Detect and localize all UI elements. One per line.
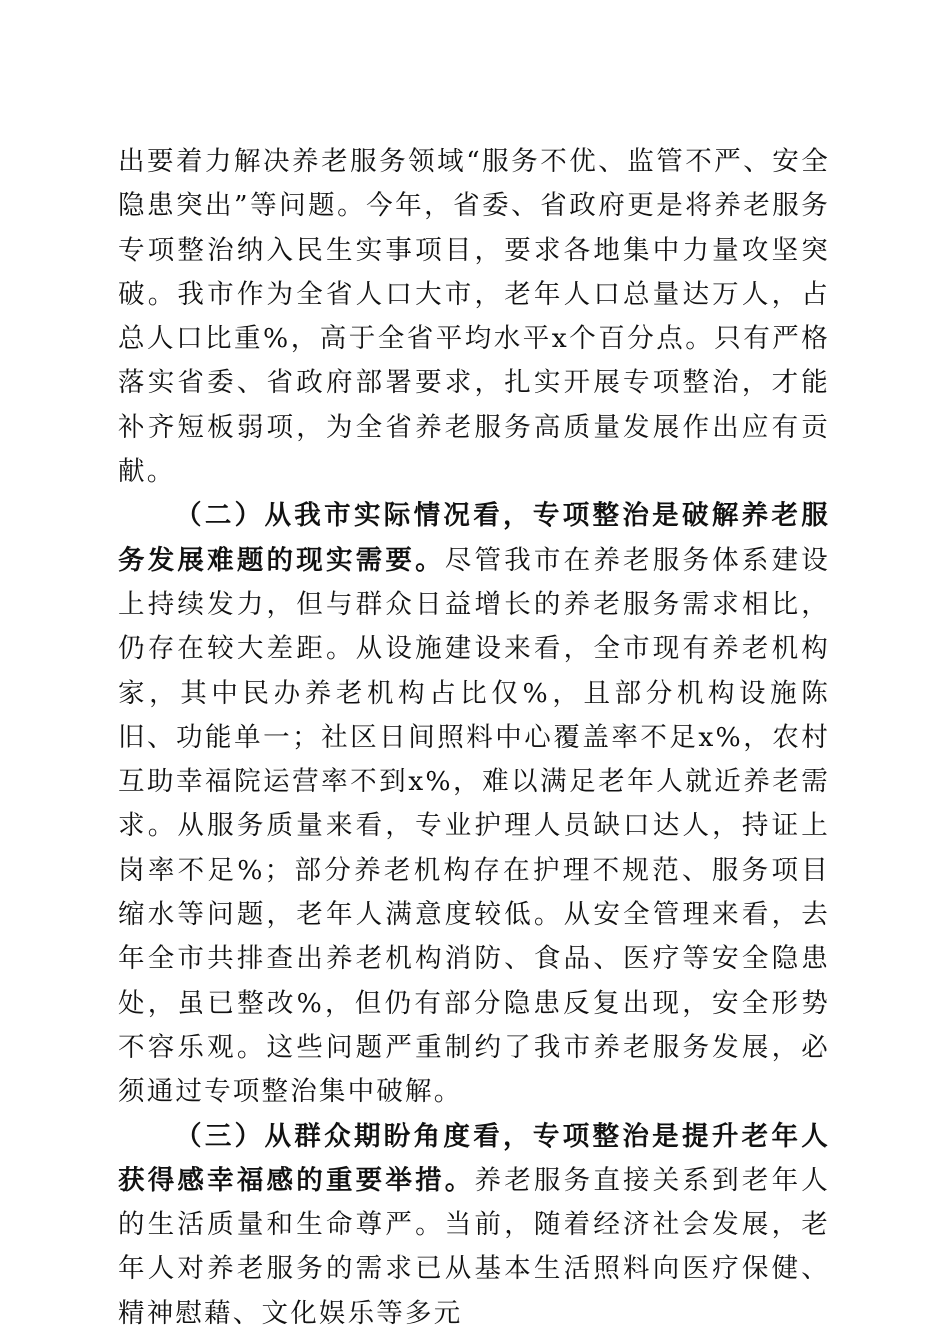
paragraph-continuation: 出要着力解决养老服务领域“服务不优、监管不严、安全隐患突出”等问题。今年，省委、省政府更是将养老服务专项整治纳入民生实事项目，要求各地集中力量攻坚突破。我市作为全省人口大市，老年人口总量达万人，占总人口比重%，高于全省平均水平x个百分点。只有严格落实省委、省政府部署要求，扎实开展专项整治，才能补齐短板弱项，为全省养老服务高质量发展作出应有贡献。	[118, 146, 830, 488]
section-two-heading: （二）从我市实际情况看，专项整治是破解养老服务发展难题的现实需要。	[118, 500, 830, 576]
section-three-heading: （三）从群众期盼角度看，专项整治是提升老年人获得感幸福感的重要举措。	[118, 1120, 830, 1196]
paragraph-section-three	[118, 1115, 830, 1336]
document-body	[118, 140, 830, 1336]
section-two-body: 尽管我市在养老服务体系建设上持续发力，但与群众日益增长的养老服务需求相比，仍存在较大差距。从设施建设来看，全市现有养老机构家，其中民办养老机构占比仅%，且部分机构设施陈旧、功能单一；社区日间照料中心覆盖率不足x%，农村互助幸福院运营率不到x%，难以满足老年人就近养老需求。从服务质量来看，专业护理人员缺口达人，持证上岗率不足%；部分养老机构存在护理不规范、服务项目缩水等问题，老年人满意度较低。从安全管理来看，去年全市共排查出养老机构消防、食品、医疗等安全隐患处，虽已整改%，但仍有部分隐患反复出现，安全形势不容乐观。这些问题严重制约了我市养老服务发展，必须通过专项整治集中破解。	[118, 544, 830, 1108]
paragraph-section-two	[118, 494, 830, 1114]
section-three-body: 养老服务直接关系到老年人的生活质量和生命尊严。当前，随着经济社会发展，老年人对养老服务的需求已从基本生活照料向医疗保健、精神慰藉、文化娱乐等多元	[118, 1164, 830, 1329]
